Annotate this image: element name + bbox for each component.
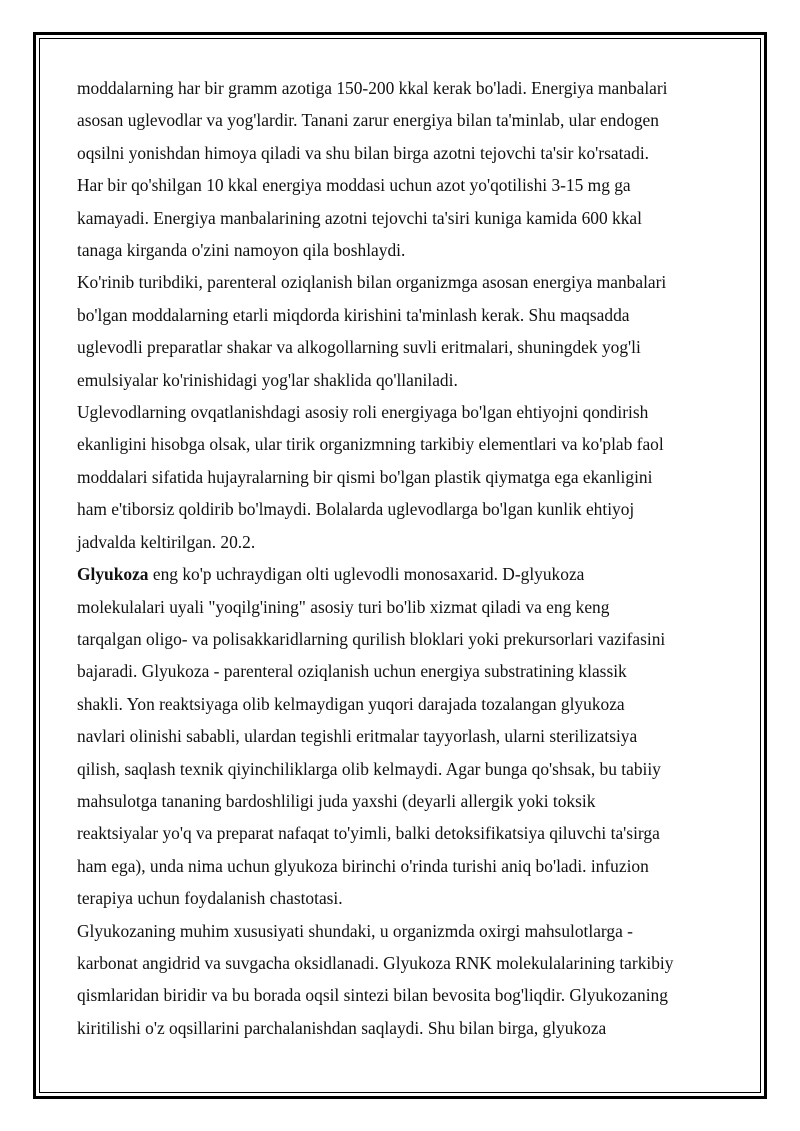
text-line: karbonat angidrid va suvgacha oksidlanadi. Glyukoza RNK molekulalarining tarkibiy [77,952,674,973]
text-line: oqsilni yonishdan himoya qiladi va shu bilan birga azotni tejovchi ta'sir ko'rsatadi. [77,142,650,163]
text-line: eng ko'p uchraydigan olti uglevodli monosaxarid. D-glyukoza [148,564,585,585]
paragraph-glucose [77,558,725,914]
text-line: Glyukozaning muhim xususiyati shundaki, u organizmda oxirgi mahsulotlarga - [77,920,633,941]
text-line: navlari olinishi sababli, ulardan tegishli eritmalar tayyorlash, ularni sterilizatsiya [77,726,638,747]
document-body [77,72,725,1044]
text-line: reaktsiyalar yo'q va preparat nafaqat to'yimli, balki detoksifikatsiya qiluvchi ta'sirga [77,823,660,844]
text-line: shakli. Yon reaktsiyaga olib kelmaydigan yuqori darajada tozalangan glyukoza [77,693,625,714]
text-line: Ko'rinib turibdiki, parenteral oziqlanish bilan organizmga asosan energiya manbalari [77,272,667,293]
text-line: tarqalgan oligo- va polisakkaridlarning qurilish bloklari yoki prekursorlari vazifasini [77,628,666,649]
text-line: kiritilishi o'z oqsillarini parchalanishdan saqlaydi. Shu bilan birga, glyukoza [77,1017,607,1038]
text-line: qilish, saqlash texnik qiyinchiliklarga olib kelmaydi. Agar bunga qo'shsak, bu tabiiy [77,758,661,779]
text-line: ham e'tiborsiz qoldirib bo'lmaydi. Bolalarda uglevodlarga bo'lgan kunlik ehtiyoj [77,499,635,520]
paragraph-energy-sources [77,72,725,266]
text-line: uglevodli preparatlar shakar va alkogollarning suvli eritmalari, shuningdek yog'li [77,337,641,358]
text-line: kamayadi. Energiya manbalarining azotni tejovchi ta'siri kuniga kamida 600 kkal [77,207,642,228]
text-line: asosan uglevodlar va yog'lardir. Tanani zarur energiya bilan ta'minlab, ular endogen [77,110,659,131]
text-line: ekanligini hisobga olsak, ular tirik organizmning tarkibiy elementlari va ko'plab faol [77,434,664,455]
text-line: moddalari sifatida hujayralarning bir qismi bo'lgan plastik qiymatga ega ekanligini [77,466,653,487]
text-line: bajaradi. Glyukoza - parenteral oziqlanish uchun energiya substratining klassik [77,661,627,682]
glucose-term: Glyukoza [77,564,149,585]
text-line: bo'lgan moddalarning etarli miqdorda kirishini ta'minlash kerak. Shu maqsadda [77,304,630,325]
text-line: qismlaridan biridir va bu borada oqsil sintezi bilan bevosita bog'liqdir. Glyukozaning [77,985,668,1006]
paragraph-carbohydrates-role [77,396,725,558]
text-line: ham ega), unda nima uchun glyukoza birinchi o'rinda turishi aniq bo'ladi. infuzion [77,855,649,876]
text-line: terapiya uchun foydalanish chastotasi. [77,888,343,909]
text-line: emulsiyalar ko'rinishidagi yog'lar shaklida qo'llaniladi. [77,369,458,390]
text-line: moddalarning har bir gramm azotiga 150-200 kkal kerak bo'ladi. Energiya manbalari [77,78,668,98]
text-line: Uglevodlarning ovqatlanishdagi asosiy roli energiyaga bo'lgan ehtiyojni qondirish [77,402,649,423]
text-line: mahsulotga tananing bardoshliligi juda yaxshi (deyarli allergik yoki toksik [77,790,596,811]
paragraph-glucose-properties [77,915,725,1045]
text-line: jadvalda keltirilgan. 20.2. [77,531,256,552]
text-line: molekulalari uyali "yoqilg'ining" asosiy turi bo'lib xizmat qiladi va eng keng [77,596,610,617]
text-line: tanaga kirganda o'zini namoyon qila boshlaydi. [77,240,406,261]
paragraph-parenteral-nutrition [77,266,725,396]
text-line: Har bir qo'shilgan 10 kkal energiya moddasi uchun azot yo'qotilishi 3-15 mg ga [77,175,631,196]
